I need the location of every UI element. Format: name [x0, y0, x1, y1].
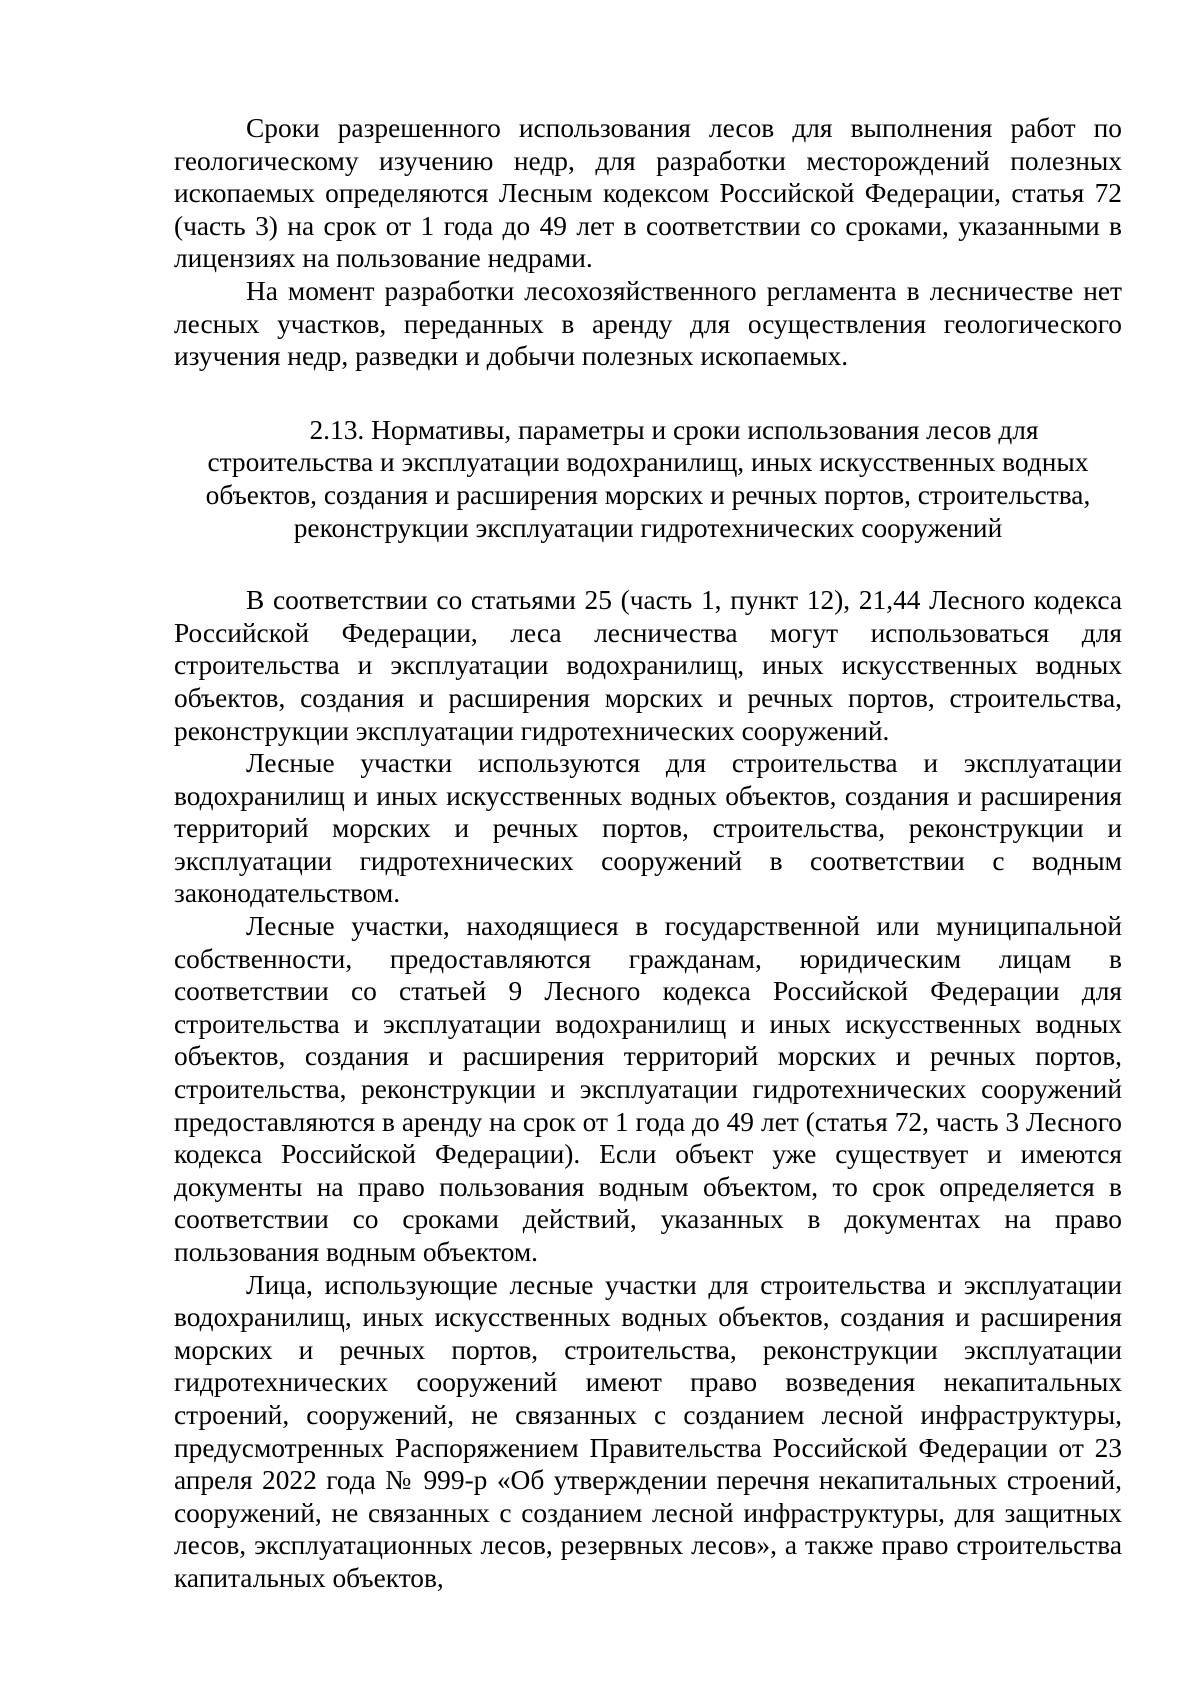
heading-line: 2.13. Нормативы, параметры и сроки использования лесов для: [309, 414, 1039, 445]
paragraph-construction-rights: Лица, использующие лесные участки для строительства и эксплуатации водохранилищ, иных искусственных водных объектов, создания и расширения морских и речных портов, строительства, реконструкции эксплуатации гидротехнических сооружений имеют право возведения некапитальных строений, сооружений, не связанных с созданием лесной инфраструктуры, предусмотренных Распоряжением Правительства Российской Федерации от 23 апреля 2022 года № 999-р «Об утверждении перечня некапитальных строений, сооружений, не связанных с созданием лесной инфраструктуры, для защитных лесов, эксплуатационных лесов, резервных лесов», а также право строительства капитальных объектов,: [174, 1269, 1122, 1593]
document-page: [174, 112, 1122, 1595]
heading-line: строительства и эксплуатации водохранилищ, иных искусственных водных: [207, 447, 1089, 478]
heading-line: реконструкции эксплуатации гидротехнических сооружений: [293, 512, 1003, 543]
paragraph-geology-terms: Сроки разрешенного использования лесов для выполнения работ по геологическому изучению недр, для разработки месторождений полезных ископаемых определяются Лесным кодексом Российской Федерации, статья 72 (часть 3) на срок от 1 года до 49 лет в соответствии со сроками, указанными в лицензиях на пользование недрами.: [174, 113, 1122, 274]
paragraph-legal-basis: В соответствии со статьями 25 (часть 1, пункт 12), 21,44 Лесного кодекса Российской Федерации, леса лесничества могут использоваться для строительства и эксплуатации водохранилищ, иных искусственных водных объектов, создания и расширения морских и речных портов, строительства, реконструкции эксплуатации гидротехнических сооружений.: [174, 585, 1122, 746]
paragraph-land-use: Лесные участки используются для строительства и эксплуатации водохранилищ и иных искусственных водных объектов, создания и расширения территорий морских и речных портов, строительства, реконструкции и эксплуатации гидротехнических сооружений в соответствии с водным законодательством.: [174, 748, 1122, 909]
paragraph-no-leases: На момент разработки лесохозяйственного регламента в лесничестве нет лесных участков, переданных в аренду для осуществления геологического изучения недр, разведки и добычи полезных ископаемых.: [174, 275, 1122, 372]
section-heading-2-13: [174, 414, 1122, 544]
heading-line: объектов, создания и расширения морских и речных портов, строительства,: [205, 479, 1091, 510]
paragraph-lease-terms: Лесные участки, находящиеся в государственной или муниципальной собственности, предоставляются гражданам, юридическим лицам в соответствии со статьей 9 Лесного кодекса Российской Федерации для строительства и эксплуатации водохранилищ и иных искусственных водных объектов, создания и расширения территорий морских и речных портов, строительства, реконструкции и эксплуатации гидротехнических сооружений предоставляются в аренду на срок от 1 года до 49 лет (статья 72, часть 3 Лесного кодекса Российской Федерации). Если объект уже существует и имеются документы на право пользования водным объектом, то срок определяется в соответствии со сроками действий, указанных в документах на право пользования водным объектом.: [174, 911, 1122, 1267]
